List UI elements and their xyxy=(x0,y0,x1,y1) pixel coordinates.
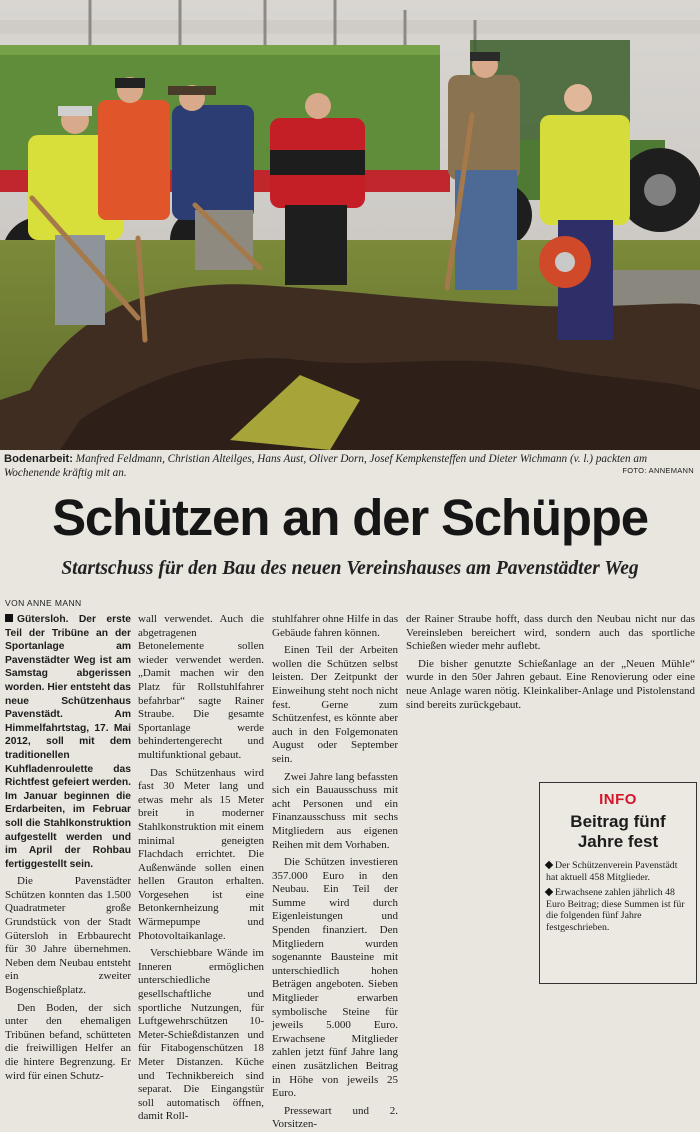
caption-label: Bodenarbeit: xyxy=(4,453,73,465)
info-item xyxy=(546,860,690,883)
info-item-text: Erwachsene zahlen jährlich 48 Euro Beitrag; diese Summen ist für die folgenden fünf Jahre festgeschrieben. xyxy=(546,887,685,933)
headline: Schützen an der Schüppe xyxy=(52,489,648,546)
paragraph: Zwei Jahre lang befassten sich ein Bauausschuss mit acht Personen und ein Finanzausschuss mit sechs Mitgliedern aus eigenen Reihen mit dem Vorhaben. xyxy=(272,770,398,851)
photo-credit: FOTO: ANNEMANN xyxy=(622,466,694,475)
article-column-2 xyxy=(138,613,264,1124)
info-title: Beitrag fünf Jahre fest xyxy=(570,812,666,851)
info-box xyxy=(539,782,697,984)
bullet-square-icon xyxy=(5,614,13,622)
paragraph: der Rainer Straube hofft, dass durch den Neubau nicht nur das Vereinsleben bereichert wird, sondern auch das sportliche Schießen wieder mehr auflebt. xyxy=(406,613,695,653)
photo-caption xyxy=(4,452,696,480)
article-column-3 xyxy=(272,613,398,1132)
caption-text: Manfred Feldmann, Christian Alteilges, Hans Aust, Oliver Dorn, Josef Kempkensteffen und Dieter Wichmann (v. l.) packten am Wochenende kräftig mit an. xyxy=(4,453,648,479)
info-item-text: Der Schützenverein Pavenstädt hat aktuell 458 Mitglieder. xyxy=(546,860,678,883)
photo-illustration xyxy=(0,0,700,450)
paragraph: stuhlfahrer ohne Hilfe in das Gebäude fahren können. xyxy=(272,613,398,639)
info-label: INFO xyxy=(599,791,637,808)
paragraph: Die Pavenstädter Schützen konnten das 1.500 Quadratmeter große Grundstück von der Stadt Gütersloh in Erbbaurecht für 30 Jahre übernehmen. Neben dem Neubau entsteht ein zweiter Bogenschießplatz. xyxy=(5,875,131,997)
paragraph: Die Schützen investieren 357.000 Euro in den Neubau. Ein Teil der Summe wird durch Eigenleistungen und Spenden finanziert. Den Mitgliedern wurden sogenannte Bausteine mit unterschiedlich hohen Beträgen angeboten. Sieben Mitglieder erwarben symbolische Steine für jeweils 5.000 Euro. Erwachsene Mitglieder zahlen jetzt fünf Jahre lang einen zusätzlichen Beitrag in Höhe von jeweils 25 Euro. xyxy=(272,856,398,1100)
byline: VON ANNE MANN xyxy=(5,598,82,608)
article-column-4 xyxy=(406,613,695,712)
paragraph: wall verwendet. Auch die abgetragenen Betonelemente sollen wieder verwendet werden. „Damit machen wir den Platz für Rollstuhlfahrer befahrbar“ sagte Rainer Straube. Die gesamte Sportanlage werde behindertengerecht und multifunktional gebaut. xyxy=(138,613,264,761)
lead-text: Gütersloh. Der erste Teil der Tribüne an der Sportanlage am Pavenstädter Weg ist am Samstag abgerissen worden. Hier entsteht das neue Schützenhaus Pavenstädt. Am Himmelfahrtstag, 17. Mai 2012, soll mit dem traditionellen Kuhfladenroulette das Richtfest gefeiert werden. Im Januar beginnen die Erdarbeiten, im Februar soll die Stahlkonstruktion aufgestellt werden und im April der Rohbau fertiggestellt sein. xyxy=(5,614,131,870)
lead-paragraph xyxy=(5,613,131,871)
paragraph: Den Boden, der sich unter den ehemaligen Tribünen befand, schütteten die freiwilligen Helfer an die hintere Begrenzung. Er wird für einen Schutz- xyxy=(5,1001,131,1082)
paragraph: Pressewart und 2. Vorsitzen- xyxy=(272,1104,398,1131)
diamond-bullet-icon xyxy=(545,861,553,869)
diamond-bullet-icon xyxy=(545,888,553,896)
paragraph: Einen Teil der Arbeiten wollen die Schützen selbst leisten. Der Zeitpunkt der Einweihung steht noch nicht fest. Gerne zum Schützenfest, es könnte aber auch in den Folgemonaten August oder September sein. xyxy=(272,644,398,765)
news-photo xyxy=(0,0,700,450)
info-item xyxy=(546,887,690,933)
subheadline: Startschuss für den Bau des neuen Vereinshauses am Pavenstädter Weg xyxy=(61,558,639,579)
paragraph: Die bisher genutzte Schießanlage an der „Neuen Mühle“ wurde in den 50er Jahren gebaut. Eine Renovierung oder eine neue Anlage waren nötig. Kleinkaliber-Anlage und Pistolenstand sind bereits zurückgebaut. xyxy=(406,657,695,711)
article-column-1 xyxy=(5,613,131,1083)
paragraph: Das Schützenhaus wird fast 30 Meter lang und etwas mehr als 15 Meter breit in moderner Stahlkonstruktion mit einem minimal geneigten Flachdach errichtet. Die Außenwände sollen einen hellen Grauton erhalten. Vorgesehen ist eine Betonkernheizung mit Wärmepumpe und Photovoltaikanlage. xyxy=(138,766,264,942)
paragraph: Verschiebbare Wände im Inneren ermöglichen unterschiedliche gesellschaftliche und sportliche Nutzungen, für Luftgewehrschützen 10-Meter-Schießdistanzen und für Fitabogenschützen 18 Meter Distanzen. Küche und Technikbereich sind separat. Die Eingangstür soll automatisch öffnen, damit Roll- xyxy=(138,947,264,1123)
